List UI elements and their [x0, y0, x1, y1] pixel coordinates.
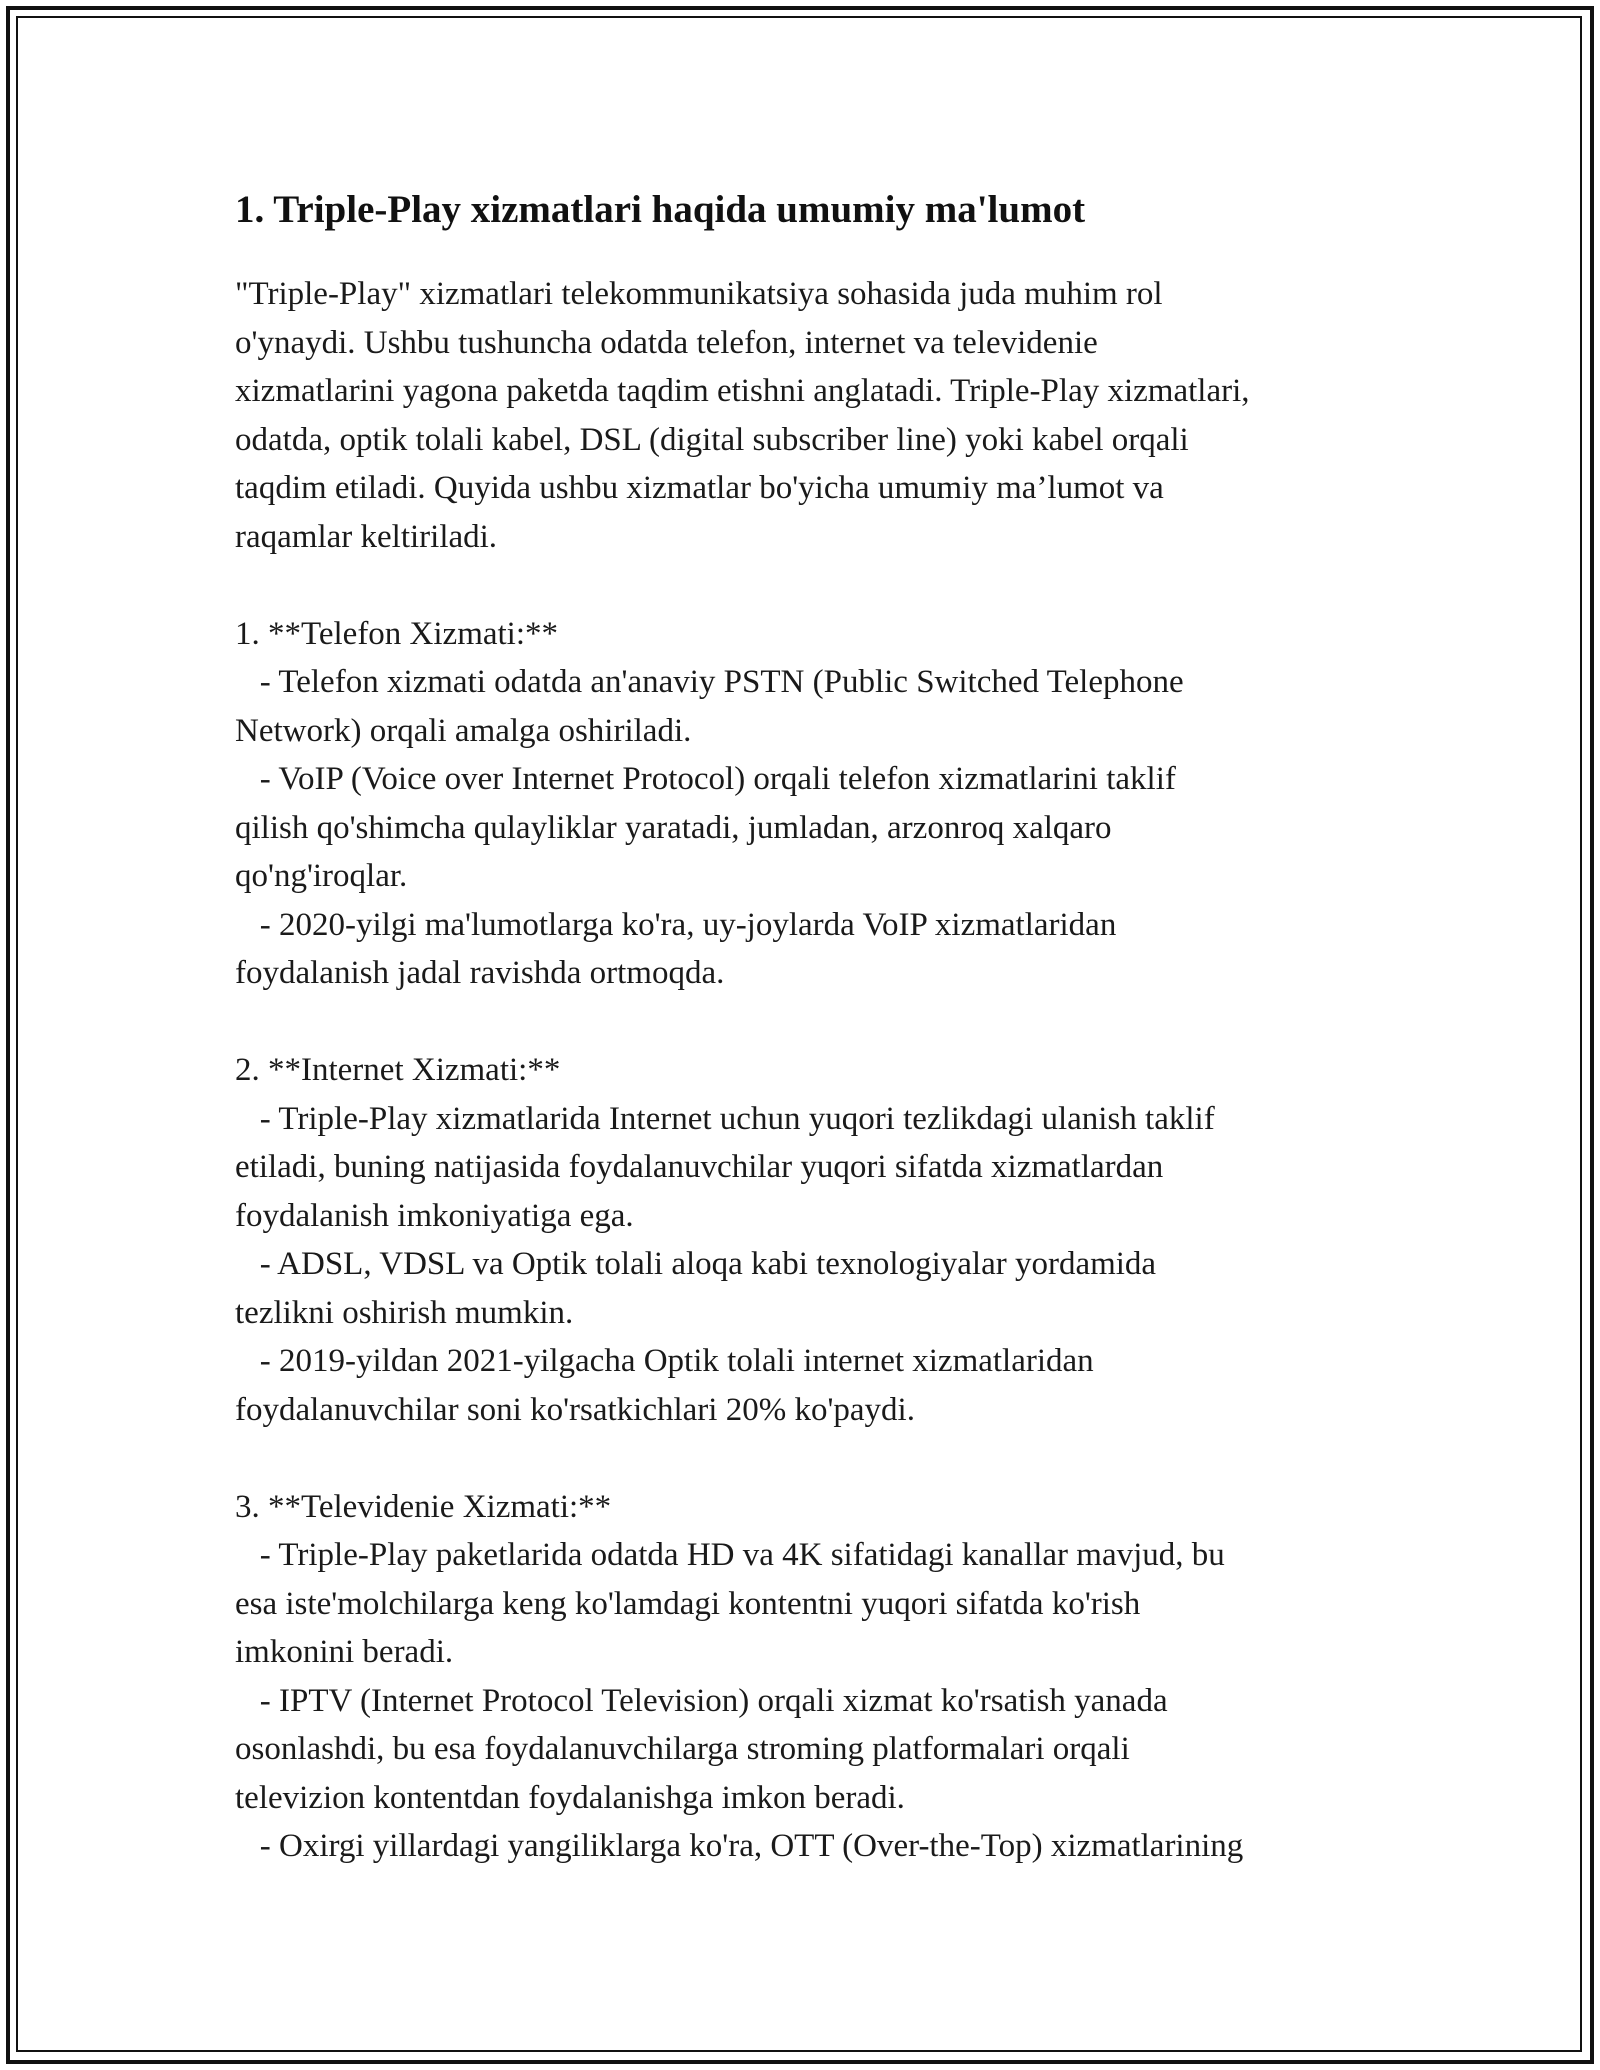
section-heading: 1. Triple-Play xizmatlari haqida umumiy ma'lumot	[235, 188, 1086, 231]
document-content	[235, 186, 1395, 1871]
body-text: "Triple-Play" xizmatlari telekommunikatsiya sohasida juda muhim rol o'ynaydi. Ushbu tushuncha odatda telefon, internet va televidenie xizmatlarini yagona paketda taqdim etishni anglatadi. Triple-Play xizmatlari, odatda, optik tolali kabel, DSL (digital subscriber line) yoki kabel orqali taqdim etiladi. Quyida ushbu xizmatlar bo'yicha umumiy ma’lumot va raqamlar keltiriladi. 1. **Telefon Xizmati:** - Telefon xizmati odatda an'anaviy PSTN (Public Switched Telephone Network) orqali amalga oshiriladi. - VoIP (Voice over Internet Protocol) orqali telefon xizmatlarini taklif qilish qo'shimcha qulayliklar yaratadi, jumladan, arzonroq xalqaro qo'ng'iroqlar. - 2020-yilgi ma'lumotlarga ko'ra, uy-joylarda VoIP xizmatlaridan foydalanish jadal ravishda ortmoqda. 2. **Internet Xizmati:** - Triple-Play xizmatlarida Internet uchun yuqori tezlikdagi ulanish taklif etiladi, buning natijasida foydalanuvchilar yuqori sifatda xizmatlardan foydalanish imkoniyatiga ega. - ADSL, VDSL va Optik tolali aloqa kabi texnologiyalar yordamida tezlikni oshirish mumkin. - 2019-yildan 2021-yilgacha Optik tolali internet xizmatlaridan foydalanuvchilar soni ko'rsatkichlari 20% ko'paydi. 3. **Televidenie Xizmati:** - Triple-Play paketlarida odatda HD va 4K sifatidagi kanallar mavjud, bu esa iste'molchilarga keng ko'lamdagi kontentni yuqori sifatda ko'rish imkonini beradi. - IPTV (Internet Protocol Television) orqali xizmat ko'rsatish yanada osonlashdi, bu esa foydalanuvchilarga stroming platformalari orqali televizion kontentdan foydalanishga imkon beradi. - Oxirgi yillardagi yangiliklarga ko'ra, OTT (Over-the-Top) xizmatlarining	[235, 276, 1250, 1864]
